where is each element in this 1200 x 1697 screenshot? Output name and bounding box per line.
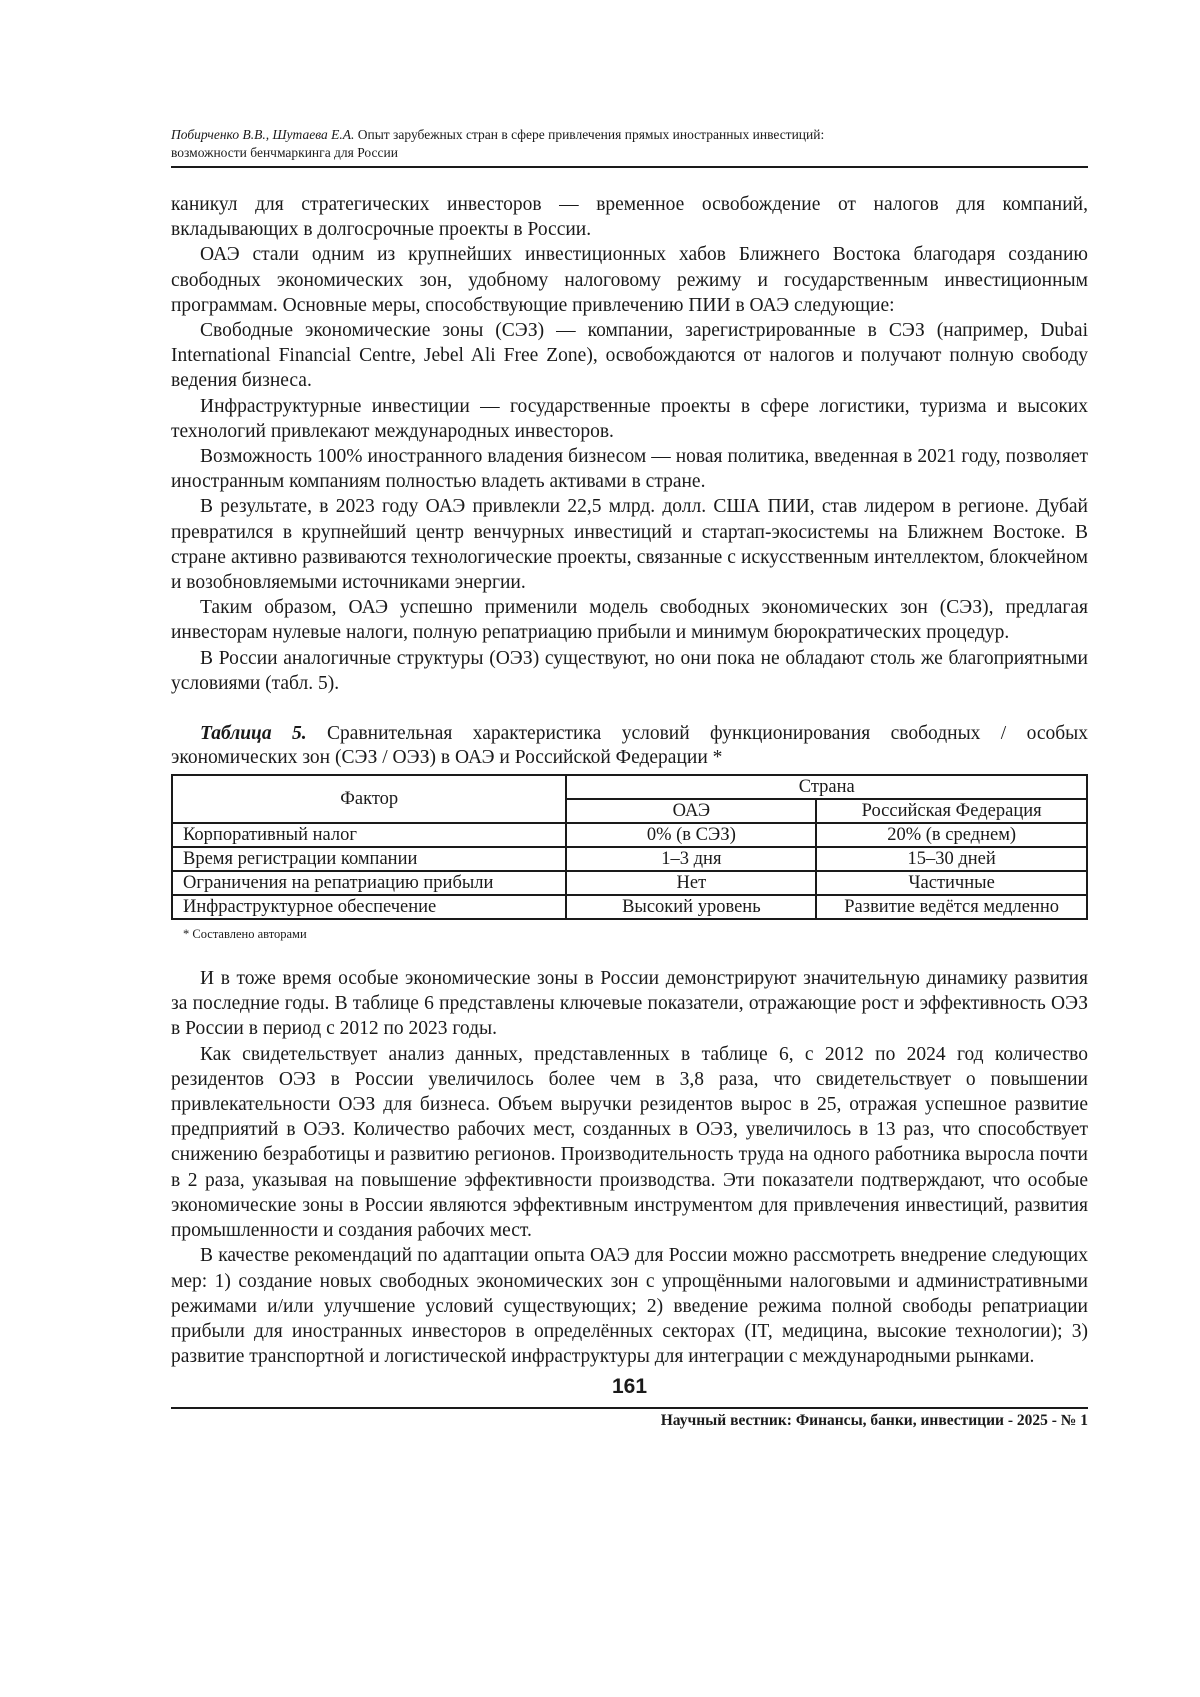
header-title-line-1: Опыт зарубежных стран в сфере привлечения прямых иностранных инвестиций: <box>357 127 825 142</box>
running-header <box>171 126 1088 168</box>
paragraph: ОАЭ стали одним из крупнейших инвестиционных хабов Ближнего Востока благодаря созданию свободных экономических зон, удобному налоговому режиму и государственным инвестиционным программам. Основные меры, способствующие привлечению ПИИ в ОАЭ следующие: <box>171 244 1088 316</box>
cell-uae: Нет <box>566 871 816 895</box>
paragraph: Как свидетельствует анализ данных, представленных в таблице 6, с 2012 по 2024 год количество резидентов ОЭЗ в России увеличилось более чем в 3,8 раза, что свидетельствует о повышении привлекательности ОЭЗ для бизнеса. Объем выручки резидентов вырос в 25, отражая успешное развитие предприятий в ОЭЗ. Количество рабочих мест, созданных в ОЭЗ, увеличилось в 13 раз, что способствует снижению безработицы и развитию регионов. Производительность труда на одного работника выросла почти в 2 раза, указывая на повышение эффективности производства. Эти показатели подтверждают, что особые экономические зоны в России являются эффективным инструментом для привлечения инвестиций, развития промышленности и создания рабочих мест. <box>171 1043 1088 1242</box>
cell-uae: Высокий уровень <box>566 895 816 919</box>
footer-divider <box>171 1407 1088 1409</box>
paragraph: каникул для стратегических инвесторов — временное освобождение от налогов для компаний, вкладывающих в долгосрочные проекты в России. <box>171 194 1088 241</box>
comparison-table <box>171 774 1088 920</box>
cell-uae: 1–3 дня <box>566 847 816 871</box>
header-uae: ОАЭ <box>566 799 816 823</box>
table-caption-text: Сравнительная характеристика условий функционирования свободных / особых экономических зон (СЭЗ / ОЭЗ) в ОАЭ и Российской Федерации * <box>171 723 1089 769</box>
header-factor: Фактор <box>172 775 566 823</box>
cell-factor: Корпоративный налог <box>172 823 566 847</box>
header-country: Страна <box>566 775 1087 799</box>
table-row <box>172 895 1087 919</box>
cell-uae: 0% (в СЭЗ) <box>566 823 816 847</box>
header-title-line-2: возможности бенчмаркинга для России <box>171 145 398 160</box>
body-text-after-table <box>171 966 1088 1369</box>
table-note: * Составлено авторами <box>183 927 307 942</box>
cell-factor: Инфраструктурное обеспечение <box>172 895 566 919</box>
cell-factor: Ограничения на репатриацию прибыли <box>172 871 566 895</box>
body-text-before-table <box>171 192 1088 696</box>
paragraph: Инфраструктурные инвестиции — государственные проекты в сфере логистики, туризма и высоких технологий привлекают международных инвесторов. <box>171 395 1088 442</box>
table-row <box>172 823 1087 847</box>
cell-rf: Развитие ведётся медленно <box>816 895 1087 919</box>
page-number: 161 <box>611 1375 648 1399</box>
paragraph: В качестве рекомендаций по адаптации опыта ОАЭ для России можно рассмотреть внедрение следующих мер: 1) создание новых свободных экономических зон с упрощёнными налоговыми и административными режимами и/или улучшение условий существующих; 2) введение режима полной свободы репатриации прибыли для иностранных инвесторов в определённых секторах (IT, медицина, высокие технологии); 3) развитие транспортной и логистической инфраструктуры для интеграции с международными рынками. <box>171 1245 1088 1368</box>
header-authors: Побирченко В.В., Шутаева Е.А. <box>171 127 355 142</box>
table-caption <box>171 722 1088 770</box>
paragraph: Возможность 100% иностранного владения бизнесом — новая политика, введенная в 2021 году, позволяет иностранным компаниям полностью владеть активами в стране. <box>171 446 1088 493</box>
paragraph: В результате, в 2023 году ОАЭ привлекли 22,5 млрд. долл. США ПИИ, став лидером в регионе. Дубай превратился в крупнейший центр венчурных инвестиций и стартап-экосистемы на Ближнем Востоке. В стране активно развиваются технологические проекты, связанные с искусственным интеллектом, блокчейном и возобновляемыми источниками энергии. <box>171 496 1088 594</box>
header-rf: Российская Федерация <box>816 799 1087 823</box>
paragraph: В России аналогичные структуры (ОЭЗ) существуют, но они пока не обладают столь же благоприятными условиями (табл. 5). <box>171 647 1088 694</box>
table-header-row <box>172 775 1087 799</box>
table-caption-label: Таблица 5. <box>200 723 307 745</box>
cell-factor: Время регистрации компании <box>172 847 566 871</box>
page <box>171 126 1088 1431</box>
cell-rf: Частичные <box>816 871 1087 895</box>
paragraph: И в тоже время особые экономические зоны в России демонстрируют значительную динамику развития за последние годы. В таблице 6 представлены ключевые показатели, отражающие рост и эффективность ОЭЗ в России в период с 2012 по 2023 годы. <box>171 968 1088 1040</box>
paragraph: Свободные экономические зоны (СЭЗ) — компании, зарегистрированные в СЭЗ (например, Dubai International Financial Centre, Jebel Ali Free Zone), освобождаются от налогов и получают полную свободу ведения бизнеса. <box>171 320 1088 392</box>
table-row <box>172 847 1087 871</box>
journal-footer: Научный вестник: Финансы, банки, инвестиции - 2025 - № 1 <box>660 1412 1088 1430</box>
paragraph: Таким образом, ОАЭ успешно применили модель свободных экономических зон (СЭЗ), предлагая инвесторам нулевые налоги, полную репатриацию прибыли и минимум бюрократических процедур. <box>171 597 1088 644</box>
table-row <box>172 871 1087 895</box>
cell-rf: 15–30 дней <box>816 847 1087 871</box>
cell-rf: 20% (в среднем) <box>816 823 1087 847</box>
